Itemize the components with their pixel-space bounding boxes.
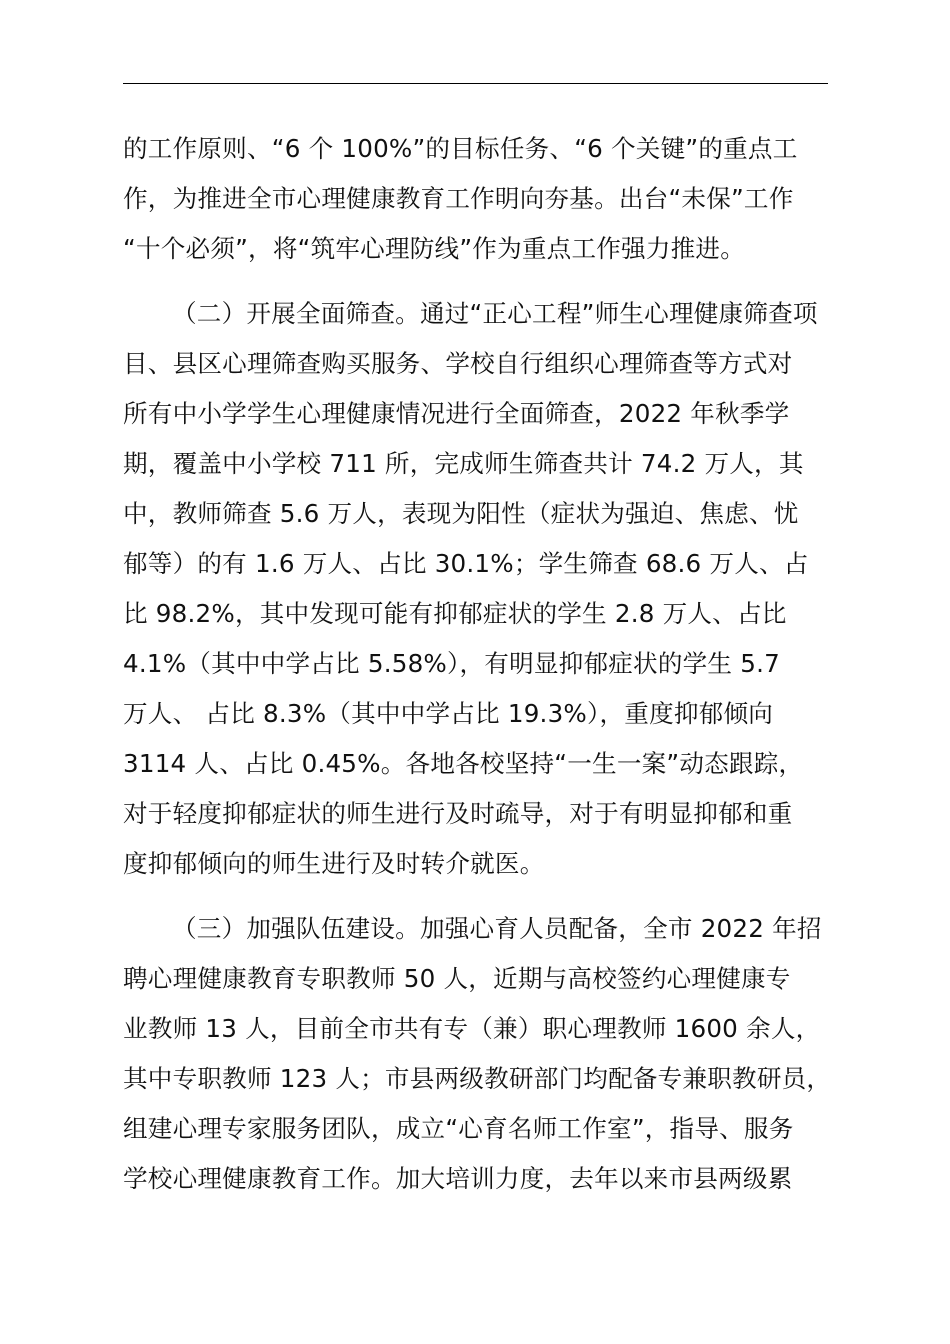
paragraph-spacer <box>123 274 828 289</box>
paragraph-team-building <box>123 904 832 1204</box>
text-line: 的工作原则、“6 个 100%”的目标任务、“6 个关键”的重点工 <box>123 134 798 163</box>
text-line: 聘心理健康教育专职教师 50 人，近期与高校签约心理健康专 <box>123 964 791 993</box>
text-line: 中，教师筛查 5.6 万人，表现为阳性（症状为强迫、焦虑、忧 <box>123 499 799 528</box>
text-line: 目、县区心理筛查购买服务、学校自行组织心理筛查等方式对 <box>123 349 793 378</box>
text-line: 万人、 占比 8.3%（其中中学占比 19.3%），重度抑郁倾向 <box>123 699 774 728</box>
document-body <box>123 124 832 1204</box>
text-line: 对于轻度抑郁症状的师生进行及时疏导，对于有明显抑郁和重 <box>123 799 793 828</box>
text-line: 比 98.2%，其中发现可能有抑郁症状的学生 2.8 万人、占比 <box>123 599 787 628</box>
paragraph-comprehensive-screening <box>123 289 828 889</box>
text-line: 度抑郁倾向的师生进行及时转介就医。 <box>123 849 545 878</box>
text-line: “十个必须”，将“筑牢心理防线”作为重点工作强力推进。 <box>123 234 746 263</box>
text-line: 4.1%（其中中学占比 5.58%），有明显抑郁症状的学生 5.7 <box>123 649 780 678</box>
text-line: 组建心理专家服务团队，成立“心育名师工作室”，指导、服务 <box>123 1114 794 1143</box>
text-line: 学校心理健康教育工作。加大培训力度，去年以来市县两级累 <box>123 1164 793 1193</box>
paragraph-spacer <box>123 889 828 904</box>
text-line: 其中专职教师 123 人；市县两级教研部门均配备专兼职教研员， <box>123 1064 832 1093</box>
header-rule <box>123 83 828 84</box>
text-line: （三）加强队伍建设。加强心育人员配备，全市 2022 年招 <box>172 914 822 943</box>
text-line: 3114 人、占比 0.45%。各地各校坚持“一生一案”动态跟踪， <box>123 749 804 778</box>
text-line: 期，覆盖中小学校 711 所，完成师生筛查共计 74.2 万人，其 <box>123 449 804 478</box>
text-line: 作，为推进全市心理健康教育工作明向夯基。出台“未保”工作 <box>123 184 794 213</box>
text-line: 所有中小学学生心理健康情况进行全面筛查，2022 年秋季学 <box>123 399 790 428</box>
text-line: 业教师 13 人，目前全市共有专（兼）职心理教师 1600 余人， <box>123 1014 821 1043</box>
paragraph-continued-principles <box>123 124 828 274</box>
text-line: 郁等）的有 1.6 万人、占比 30.1%；学生筛查 68.6 万人、占 <box>123 549 809 578</box>
text-line: （二）开展全面筛查。通过“正心工程”师生心理健康筛查项 <box>172 299 818 328</box>
